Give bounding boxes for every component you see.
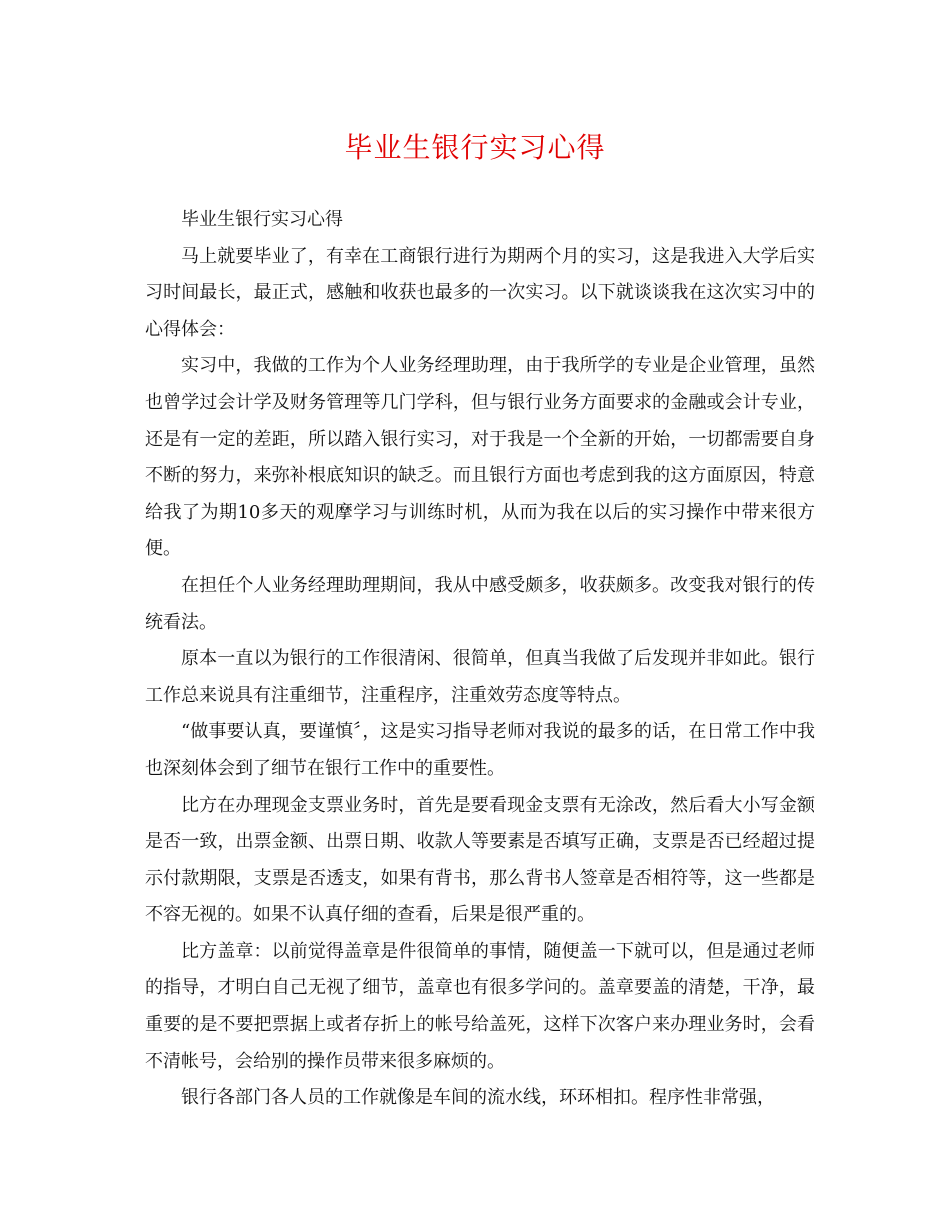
paragraph: 银行各部门各人员的工作就像是车间的流水线，环环相扣。程序性非常强， — [181, 1087, 775, 1109]
document-title: 毕业生银行实习心得 — [344, 131, 606, 164]
paragraph: 马上就要毕业了，有幸在工商银行进行为期两个月的实习，这是我进入大学后实习时间最长，最正式，感触和收获也最多的一次实习。以下就谈谈我在这次实习中的心得体会： — [145, 245, 815, 340]
paragraph: “做事要认真，要谨慎〞，这是实习指导老师对我说的最多的话，在日常工作中我也深刻体会到了细节在银行工作中的重要性。 — [145, 721, 815, 779]
paragraph-heading: 毕业生银行实习心得 — [181, 209, 343, 230]
paragraph: 实习中，我做的工作为个人业务经理助理，由于我所学的专业是企业管理，虽然也曾学过会计学及财务管理等几门学科，但与银行业务方面要求的金融或会计专业，还是有一定的差距，所以踏入银行实习，对于我是一个全新的开始，一切都需要自身不断的努力，来弥补根底知识的缺乏。而且银行方面也考虑到我的这方面原因，特意给我了为期10多天的观摩学习与训练时机，从而为我在以后的实习操作中带来很方便。 — [145, 355, 815, 560]
paragraph: 比方在办理现金支票业务时，首先是要看现金支票有无涂改，然后看大小写金额是否一致，出票金额、出票日期、收款人等要素是否填写正确，支票是否已经超过提示付款期限，支票是否透支，如果有背书，那么背书人签章是否相符等，这一些都是不容无视的。如果不认真仔细的查看，后果是很严重的。 — [145, 794, 815, 926]
paragraph: 原本一直以为银行的工作很清闲、很简单，但真当我做了后发现并非如此。银行工作总来说具有注重细节，注重程序，注重效劳态度等特点。 — [145, 648, 815, 706]
paragraph: 在担任个人业务经理助理期间，我从中感受颇多，收获颇多。改变我对银行的传统看法。 — [145, 574, 815, 633]
document-body — [145, 202, 815, 1117]
paragraph: 比方盖章：以前觉得盖章是件很简单的事情，随便盖一下就可以，但是通过老师的指导，才明白自己无视了细节，盖章也有很多学问的。盖章要盖的清楚，干净，最重要的是不要把票据上或者存折上的帐号给盖死，这样下次客户来办理业务时，会看不清帐号，会给别的操作员带来很多麻烦的。 — [145, 940, 815, 1072]
